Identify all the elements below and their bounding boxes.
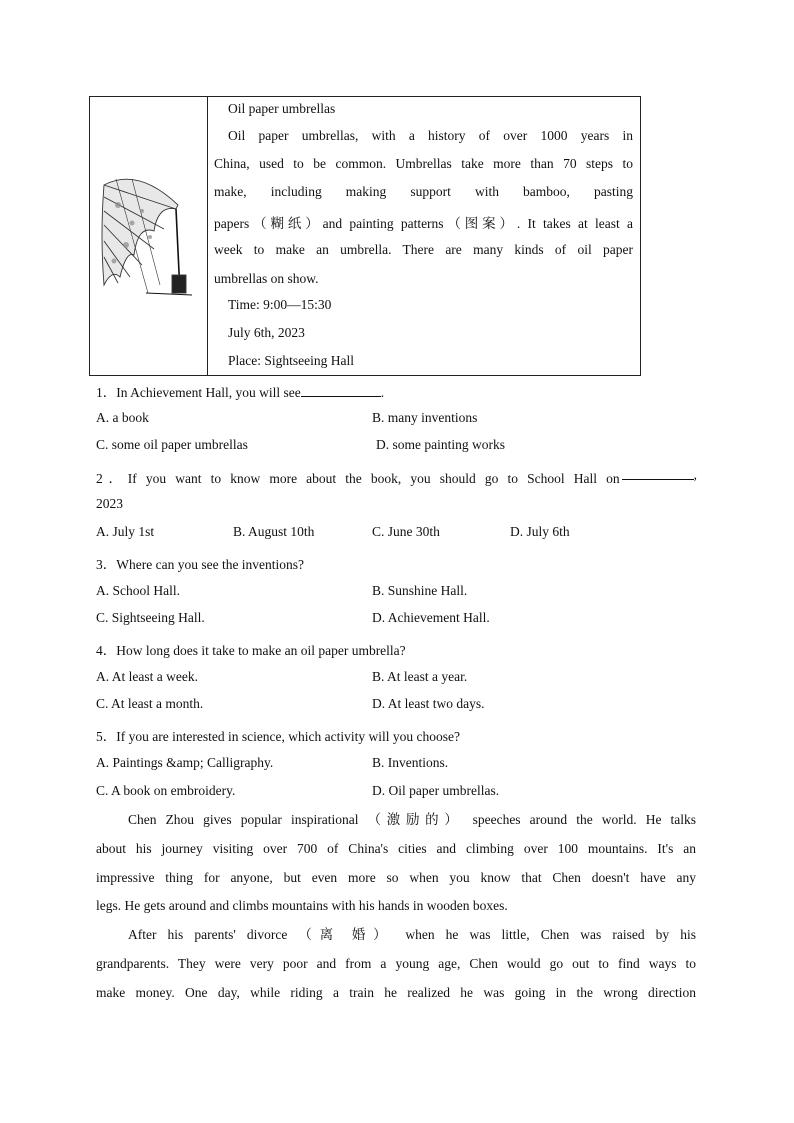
notice-date: July 6th, 2023 bbox=[228, 325, 305, 340]
passage-paragraph-2 bbox=[96, 921, 696, 1007]
option: C. At least a month. bbox=[96, 696, 204, 711]
option: D. July 6th bbox=[510, 524, 570, 539]
question-3-stem: 3．Where can you see the inventions? bbox=[96, 557, 305, 572]
notice-line: Oil paper umbrellas, with a history of over 1000 years in bbox=[228, 128, 633, 143]
answer-blank bbox=[301, 384, 381, 397]
option: B. Inventions. bbox=[372, 755, 449, 770]
question-2-stem-line2: 2023 bbox=[96, 496, 123, 511]
option: A. School Hall. bbox=[96, 583, 180, 598]
passage-line: about his journey visiting over 700 of China's cities and climbing over 100 mountains. It's an bbox=[96, 840, 696, 856]
oil-paper-umbrella-illustration bbox=[98, 165, 194, 305]
notice-line: umbrellas on show. bbox=[214, 271, 319, 286]
passage-line: After his parents' divorce （离 婚） when he was little, Chen was raised by his bbox=[128, 927, 696, 942]
passage-line: make money. One day, while riding a train he realized he was going in the wrong direction bbox=[96, 984, 696, 1000]
option: C. Sightseeing Hall. bbox=[96, 610, 205, 625]
option: B. At least a year. bbox=[372, 669, 468, 684]
question-2-stem: 2．If you want to know more about the book, you should go to School Hall on , bbox=[96, 467, 697, 486]
option: B. August 10th bbox=[233, 524, 315, 539]
option: A. Paintings &amp; Calligraphy. bbox=[96, 755, 274, 770]
notice-title: Oil paper umbrellas bbox=[228, 101, 336, 116]
option: C. some oil paper umbrellas bbox=[96, 437, 248, 452]
notice-line: China, used to be common. Umbrellas take more than 70 steps to bbox=[214, 156, 633, 171]
option: A. July 1st bbox=[96, 524, 155, 539]
option: D. some painting works bbox=[376, 437, 505, 452]
option: B. Sunshine Hall. bbox=[372, 583, 468, 598]
passage-line: grandparents. They were very poor and from a young age, Chen would go out to find ways to bbox=[96, 955, 696, 971]
notice-line: week to make an umbrella. There are many kinds of oil paper bbox=[214, 242, 633, 257]
passage-line: impressive thing for anyone, but even more so when you know that Chen doesn't have any bbox=[96, 869, 696, 885]
question-5-stem: 5．If you are interested in science, which activity will you choose? bbox=[96, 729, 461, 744]
option: A. a book bbox=[96, 410, 149, 425]
question-1-stem: 1．In Achievement Hall, you will see . bbox=[96, 385, 385, 400]
option: D. Achievement Hall. bbox=[372, 610, 490, 625]
option: C. June 30th bbox=[372, 524, 440, 539]
notice-line: make, including making support with bamboo, pasting bbox=[214, 184, 633, 199]
table-divider bbox=[207, 97, 208, 375]
option: A. At least a week. bbox=[96, 669, 198, 684]
notice-time: Time: 9:00—15:30 bbox=[228, 297, 332, 312]
question-4-stem: 4．How long does it take to make an oil paper umbrella? bbox=[96, 643, 406, 658]
option: D. Oil paper umbrellas. bbox=[372, 783, 500, 798]
passage-line: legs. He gets around and climbs mountains with his hands in wooden boxes. bbox=[96, 898, 508, 914]
notice-box bbox=[89, 96, 641, 376]
option: B. many inventions bbox=[372, 410, 478, 425]
option: D. At least two days. bbox=[372, 696, 485, 711]
answer-blank bbox=[622, 467, 694, 480]
passage-paragraph-1 bbox=[96, 806, 696, 921]
notice-place: Place: Sightseeing Hall bbox=[228, 353, 354, 368]
option: C. A book on embroidery. bbox=[96, 783, 236, 798]
notice-line: papers（糊纸）and painting patterns（图案）. It takes at least a bbox=[214, 216, 633, 231]
passage-line: Chen Zhou gives popular inspirational （激励的） speeches around the world. He talks bbox=[128, 812, 696, 827]
